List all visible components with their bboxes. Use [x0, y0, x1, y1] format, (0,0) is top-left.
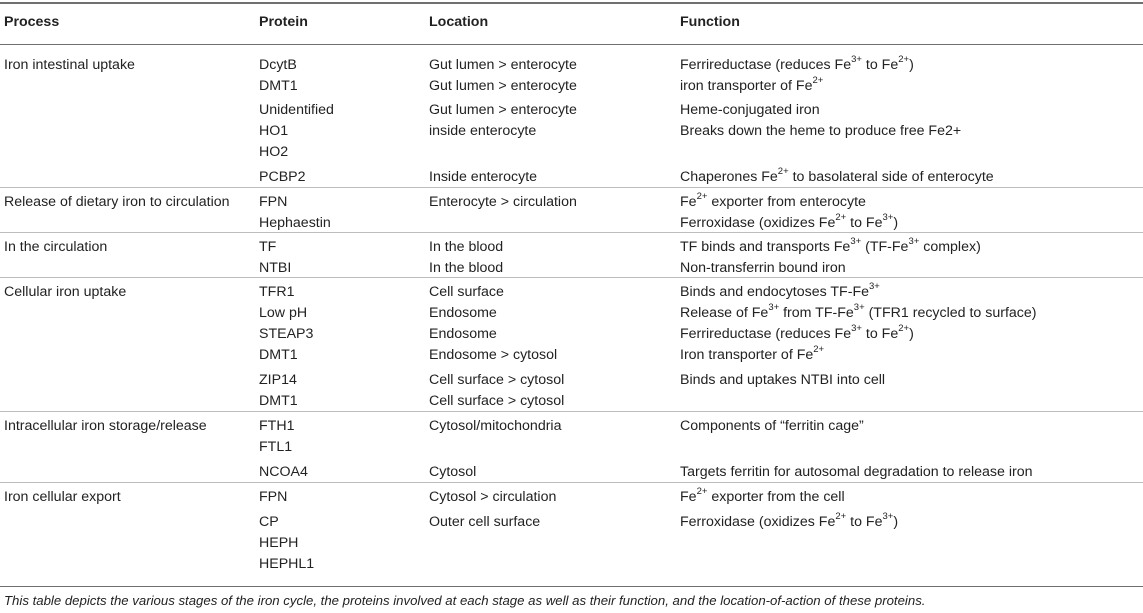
process-cell: Iron intestinal uptake — [4, 57, 135, 73]
protein-cell: DMT1 — [259, 78, 298, 94]
protein-cell: HO1 — [259, 123, 289, 139]
function-cell: Ferrireductase (reduces $Fe^{3+}$ to $Fe^{2+}$) — [680, 323, 914, 342]
process-cell: Release of dietary iron to circulation — [4, 194, 230, 210]
protein-cell: DMT1 — [259, 393, 298, 409]
location-cell: Gut lumen > enterocyte — [429, 57, 577, 73]
protein-cell: HO2 — [259, 144, 289, 160]
protein-cell: FTH1 — [259, 418, 295, 434]
function-cell: Binds and endocytoses $TF-Fe^{3+}$ — [680, 281, 880, 300]
location-cell: Enterocyte > circulation — [429, 194, 577, 210]
protein-cell: HEPHL1 — [259, 556, 315, 572]
location-cell: Gut lumen > enterocyte — [429, 78, 577, 94]
protein-cell: DcytB — [259, 57, 297, 73]
location-cell: Cytosol/mitochondria — [429, 418, 562, 434]
function-cell: Binds and uptakes NTBI into cell — [680, 372, 886, 388]
protein-cell: FPN — [259, 489, 288, 505]
process-cell: In the circulation — [4, 239, 108, 255]
header-location: Location — [429, 14, 489, 30]
location-cell: Endosome — [429, 326, 497, 342]
protein-cell: CP — [259, 514, 279, 530]
header-protein: Protein — [259, 14, 308, 30]
location-cell: inside enterocyte — [429, 123, 537, 139]
table-top-rule — [0, 2, 1143, 4]
protein-cell: DMT1 — [259, 347, 298, 363]
function-cell: Ferroxidase (oxidizes $Fe^{2+}$ to $Fe^{3+}$) — [680, 212, 899, 231]
protein-cell: Unidentified — [259, 102, 334, 118]
group-separator — [0, 277, 1143, 278]
protein-cell: NCOA4 — [259, 464, 308, 480]
process-cell: Intracellular iron storage/release — [4, 418, 207, 434]
location-cell: Cell surface — [429, 284, 504, 300]
protein-cell: Hephaestin — [259, 215, 331, 231]
group-separator — [0, 411, 1143, 412]
function-cell: Ferroxidase (oxidizes $Fe^{2+}$ to $Fe^{3+}$) — [680, 511, 899, 530]
protein-cell: ZIP14 — [259, 372, 297, 388]
function-cell: TF binds and transports $Fe^{3+}$ ($TF-Fe^{3+}$ complex) — [680, 236, 981, 255]
location-cell: In the blood — [429, 239, 504, 255]
function-cell: Iron transporter of $Fe^{2+}$ — [680, 344, 825, 363]
protein-cell: STEAP3 — [259, 326, 314, 342]
function-cell: Targets ferritin for autosomal degradation to release iron — [680, 464, 1033, 480]
protein-cell: PCBP2 — [259, 169, 306, 185]
function-cell: Ferrireductase (reduces $Fe^{3+}$ to $Fe^{2+}$) — [680, 54, 914, 73]
function-cell: $Fe^{2+}$ exporter from enterocyte — [680, 191, 866, 210]
protein-cell: FPN — [259, 194, 288, 210]
location-cell: Gut lumen > enterocyte — [429, 102, 577, 118]
process-cell: Iron cellular export — [4, 489, 121, 505]
protein-cell: HEPH — [259, 535, 299, 551]
location-cell: Inside enterocyte — [429, 169, 538, 185]
table-caption: This table depicts the various stages of the iron cycle, the proteins involved at each stage as well as their function, and the location-of-action of these proteins. — [4, 593, 926, 608]
protein-cell: NTBI — [259, 260, 292, 276]
location-cell: Cytosol > circulation — [429, 489, 557, 505]
location-cell: Endosome — [429, 305, 497, 321]
protein-cell: FTL1 — [259, 439, 293, 455]
header-process: Process — [4, 14, 60, 30]
protein-cell: TF — [259, 239, 277, 255]
location-cell: Cytosol — [429, 464, 477, 480]
location-cell: Cell surface > cytosol — [429, 393, 565, 409]
protein-cell: Low pH — [259, 305, 308, 321]
function-cell: Release of $Fe^{3+}$ from $TF-Fe^{3+}$ (TFR1 recycled to surface) — [680, 302, 1037, 321]
group-separator — [0, 232, 1143, 233]
location-cell: Cell surface > cytosol — [429, 372, 565, 388]
location-cell: Endosome > cytosol — [429, 347, 558, 363]
function-cell: Chaperones $Fe^{2+}$ to basolateral side of enterocyte — [680, 166, 994, 185]
function-cell: $Fe^{2+}$ exporter from the cell — [680, 486, 845, 505]
function-cell: Breaks down the heme to produce free Fe2+ — [680, 123, 962, 139]
header-function: Function — [680, 14, 740, 30]
process-cell: Cellular iron uptake — [4, 284, 127, 300]
function-cell: iron transporter of $Fe^{2+}$ — [680, 75, 824, 94]
function-cell: Heme-conjugated iron — [680, 102, 820, 118]
protein-cell: TFR1 — [259, 284, 295, 300]
header-rule — [0, 44, 1143, 45]
table-bottom-rule — [0, 586, 1143, 587]
function-cell: Non-transferrin bound iron — [680, 260, 846, 276]
location-cell: Outer cell surface — [429, 514, 541, 530]
location-cell: In the blood — [429, 260, 504, 276]
function-cell: Components of “ferritin cage” — [680, 418, 864, 434]
